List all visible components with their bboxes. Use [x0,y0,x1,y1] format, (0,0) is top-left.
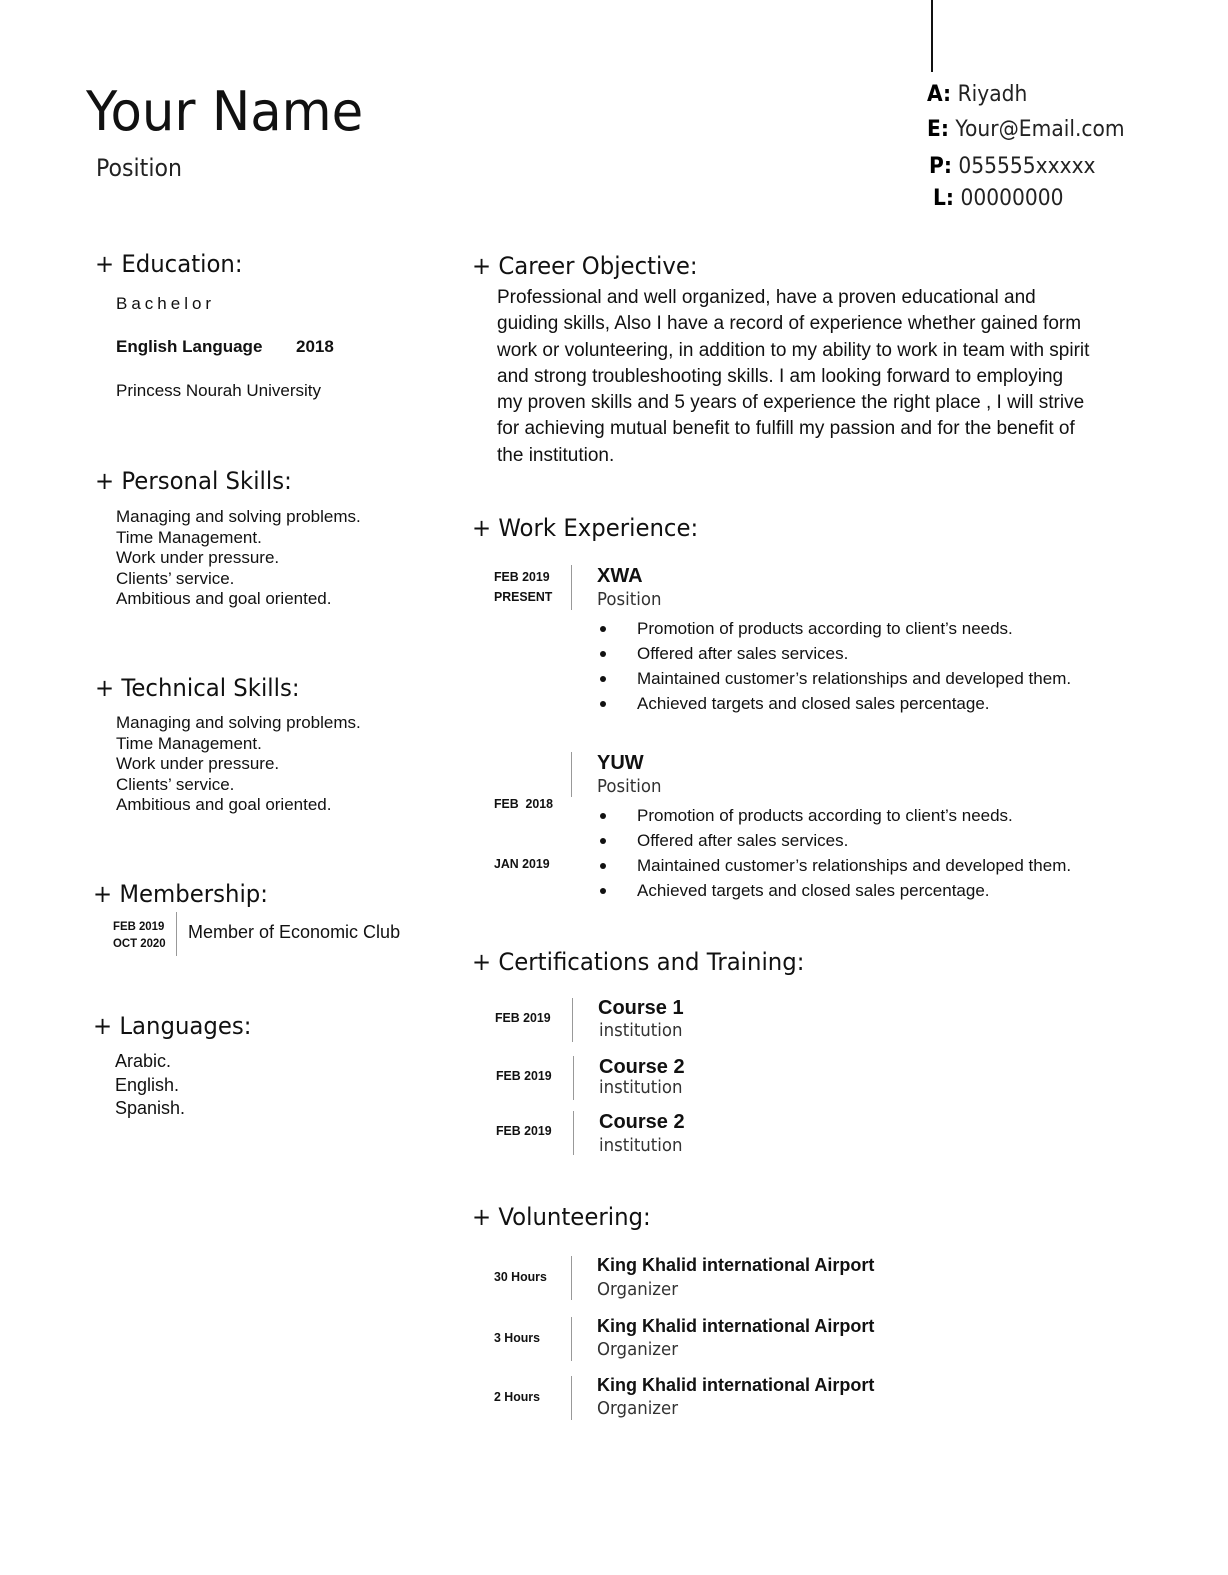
personal-skill-item: Time Management. [116,527,262,547]
language-item: Spanish. [115,1098,186,1118]
education-year: 2018 [296,337,334,356]
objective-line: work or volunteering, in addition to my ability to work in team with spirit [497,339,1090,361]
job-start-date: FEB 2018 [494,796,554,811]
work-experience-heading: + Work Experience: [472,514,699,542]
cert-divider [572,998,573,1042]
bullet-icon [600,651,606,657]
volunteer-hours: 3 Hours [494,1330,540,1345]
contact-address-value: Riyadh [957,82,1028,107]
technical-skill-item: Work under pressure. [116,754,280,773]
technical-skill-item: Time Management. [116,733,262,753]
job-duty [598,878,1071,903]
bullet-icon [600,838,606,844]
job-dates [494,567,552,607]
job-divider [571,752,572,797]
job-duty [598,853,1071,878]
contact-email-label: E: [927,117,949,142]
bullet-icon [600,888,606,894]
languages-heading: + Languages: [93,1012,252,1040]
membership-divider [176,912,177,956]
objective-line: my proven skills and 5 years of experience the right place , I will strive [497,392,1085,414]
volunteer-organization: King Khalid international Airport [597,1316,875,1336]
language-item: Arabic. [115,1051,172,1071]
volunteer-organization: King Khalid international Airport [597,1375,875,1395]
technical-skill-item: Clients’ service. [116,774,235,794]
volunteer-hours: 30 Hours [494,1269,547,1284]
cert-institution: institution [599,1077,683,1098]
cert-date: FEB 2019 [495,1010,551,1025]
membership-heading: + Membership: [93,880,268,908]
certifications-heading: + Certifications and Training: [472,948,805,976]
cert-course: Course 2 [599,1111,685,1133]
job-duty-text: Promotion of products according to client’s needs. [637,806,1013,825]
job-duty [598,803,1071,828]
volunteer-hours: 2 Hours [494,1389,540,1404]
contact-landline-value: 00000000 [960,186,1064,211]
job-duty [598,828,1071,853]
membership-start-date: FEB 2019 [113,919,165,933]
volunteer-divider [571,1376,572,1420]
contact-email [927,117,1125,142]
job-company: YUW [597,752,644,774]
contact-email-value: Your@Email.com [955,117,1125,142]
contact-landline-label: L: [933,186,955,211]
membership-text: Member of Economic Club [188,922,401,942]
technical-skill-item: Managing and solving problems. [116,713,361,732]
cert-institution: institution [599,1135,683,1156]
bullet-icon [600,701,606,707]
job-company: XWA [597,565,643,587]
education-heading: + Education: [95,250,243,278]
header-divider-line [931,0,933,72]
job-duty-text: Offered after sales services. [637,644,849,663]
job-end-date: PRESENT [494,589,553,604]
cert-divider [573,1111,574,1155]
objective-line: Professional and well organized, have a proven educational and [497,287,1036,308]
bullet-icon [600,676,606,682]
job-duty [598,691,1071,716]
objective-line: guiding skills, Also I have a record of experience whether gained form [497,313,1082,335]
contact-phone [929,154,1096,179]
job-duty-text: Achieved targets and closed sales percentage. [637,694,990,713]
objective-line: the institution. [497,444,615,466]
objective-line: and strong troubleshooting skills. I am looking forward to employing [497,365,1064,387]
volunteer-divider [571,1256,572,1300]
contact-address [927,82,1027,107]
candidate-name: Your Name [86,80,364,143]
volunteer-organization: King Khalid international Airport [597,1255,875,1275]
technical-skill-item: Ambitious and goal oriented. [116,795,332,814]
volunteering-heading: + Volunteering: [472,1203,651,1231]
contact-landline [933,186,1063,211]
education-degree: Bachelor [116,294,216,313]
language-item: English. [115,1074,180,1095]
technical-skills-list [116,713,361,816]
volunteer-role: Organizer [597,1279,679,1300]
cert-course: Course 2 [599,1056,685,1078]
job-duty-text: Promotion of products according to client’s needs. [637,619,1013,638]
job-duties-list [598,803,1071,903]
contact-address-label: A: [927,82,952,107]
cert-divider [573,1056,574,1100]
bullet-icon [600,863,606,869]
cert-date: FEB 2019 [496,1123,552,1138]
languages-list [115,1050,185,1121]
job-divider [571,565,572,610]
personal-skill-item: Ambitious and goal oriented. [116,589,332,608]
education-major: English Language [116,337,263,356]
technical-skills-heading: + Technical Skills: [95,674,300,702]
personal-skill-item: Managing and solving problems. [116,507,361,526]
candidate-position: Position [96,154,182,182]
volunteer-role: Organizer [597,1339,679,1360]
bullet-icon [600,626,606,632]
membership-end-date: OCT 2020 [113,936,166,950]
job-duty-text: Achieved targets and closed sales percentage. [637,881,990,900]
contact-phone-value: 055555xxxxx [958,154,1096,179]
volunteer-role: Organizer [597,1398,679,1419]
personal-skill-item: Work under pressure. [116,548,280,567]
job-duty [598,616,1071,641]
career-objective-text [497,285,1137,469]
personal-skills-list [116,507,361,610]
job-duties-list [598,616,1071,716]
volunteer-divider [571,1317,572,1361]
job-duty [598,666,1071,691]
cert-date: FEB 2019 [496,1068,552,1083]
education-university: Princess Nourah University [116,381,322,400]
membership-dates [113,918,166,952]
job-duty [598,641,1071,666]
job-duty-text: Offered after sales services. [637,831,849,850]
job-dates [494,754,553,894]
objective-line: for achieving mutual benefit to fulfill my passion and for the benefit of [497,418,1075,440]
personal-skill-item: Clients’ service. [116,568,235,588]
bullet-icon [600,813,606,819]
job-start-date: FEB 2019 [494,569,550,584]
job-duty-text: Maintained customer’s relationships and developed them. [637,856,1072,875]
contact-phone-label: P: [929,154,952,179]
job-duty-text: Maintained customer’s relationships and developed them. [637,669,1072,688]
personal-skills-heading: + Personal Skills: [95,467,292,495]
career-objective-heading: + Career Objective: [472,252,698,280]
cert-institution: institution [599,1020,683,1041]
job-position: Position [597,776,662,797]
job-end-date: JAN 2019 [494,856,550,871]
job-position: Position [597,589,662,610]
cert-course: Course 1 [598,997,684,1019]
